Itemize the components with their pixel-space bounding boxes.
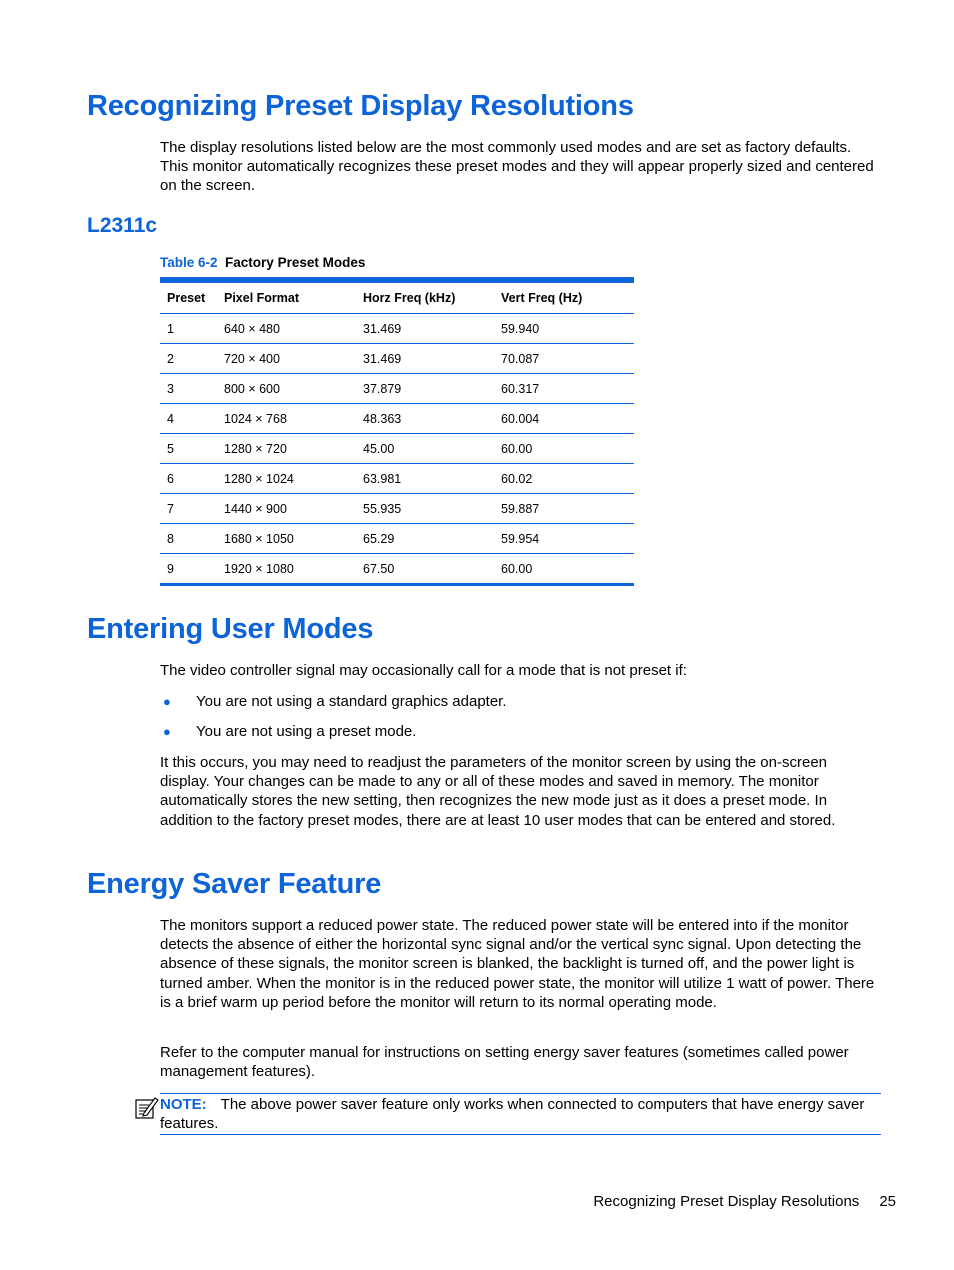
table-cell: 31.469	[356, 344, 494, 374]
table-cell: 7	[160, 494, 217, 524]
table-cell: 2	[160, 344, 217, 374]
heading-entering-user-modes: Entering User Modes	[87, 613, 374, 645]
table-cell: 59.940	[494, 314, 634, 344]
heading-energy-saver-feature: Energy Saver Feature	[87, 868, 382, 900]
table-row	[160, 314, 634, 344]
note-callout	[160, 1093, 881, 1135]
table-cell: 60.02	[494, 464, 634, 494]
table-cell: 55.935	[356, 494, 494, 524]
footer-section-title: Recognizing Preset Display Resolutions	[593, 1193, 860, 1210]
column-header: Vert Freq (Hz)	[494, 280, 634, 314]
column-header: Horz Freq (kHz)	[356, 280, 494, 314]
list-item	[160, 722, 880, 752]
note-text: The above power saver feature only works when connected to computers that have energy saver features.	[160, 1096, 865, 1133]
energy-saver-paragraph-2: Refer to the computer manual for instructions on setting energy saver features (sometimes called power management features).	[160, 1044, 849, 1081]
table-cell: 1680 × 1050	[217, 524, 356, 554]
table-cell: 60.004	[494, 404, 634, 434]
table-row	[160, 464, 634, 494]
table-cell: 37.879	[356, 374, 494, 404]
table-cell: 60.317	[494, 374, 634, 404]
table-row	[160, 344, 634, 374]
table-cell: 1280 × 1024	[217, 464, 356, 494]
table-cell: 45.00	[356, 434, 494, 464]
table-cell: 70.087	[494, 344, 634, 374]
table-cell: 48.363	[356, 404, 494, 434]
table-cell: 4	[160, 404, 217, 434]
table-caption-title: Factory Preset Modes	[225, 255, 366, 270]
user-modes-followup-paragraph: It this occurs, you may need to readjust the parameters of the monitor screen by using the on-screen display. Your changes can be made to any or all of these modes and saved in memory. The monitor automatically stores the new setting, then recognizes the new mode just as it does a preset mode. In addition to the factory preset modes, there are at least 10 user modes that can be entered and stored.	[160, 754, 836, 829]
table-cell: 1	[160, 314, 217, 344]
page-number: 25	[879, 1193, 896, 1210]
column-header: Preset	[160, 280, 217, 314]
table-cell: 31.469	[356, 314, 494, 344]
table-cell: 9	[160, 554, 217, 585]
page-footer	[593, 1193, 896, 1210]
table-cell: 720 × 400	[217, 344, 356, 374]
column-header: Pixel Format	[217, 280, 356, 314]
heading-model-l2311c: L2311c	[87, 214, 158, 237]
table-row	[160, 554, 634, 585]
factory-preset-modes-table	[160, 277, 634, 586]
table-row	[160, 494, 634, 524]
energy-saver-paragraph-1: The monitors support a reduced power state. The reduced power state will be entered into if the monitor detects the absence of either the horizontal sync signal and/or the vertical sync signal. Upon detecting the absence of these signals, the monitor screen is blanked, the backlight is turned off, and the power light is turned amber. When the monitor is in the reduced power state, the monitor will utilize 1 watt of power. There is a brief warm up period before the monitor will return to its normal operating mode.	[160, 917, 875, 1011]
user-modes-intro-paragraph: The video controller signal may occasionally call for a mode that is not preset if:	[160, 662, 687, 679]
table-caption-number: Table 6-2	[160, 255, 218, 270]
table-cell: 1280 × 720	[217, 434, 356, 464]
table-cell: 1920 × 1080	[217, 554, 356, 585]
table-cell: 67.50	[356, 554, 494, 585]
list-item-text: You are not using a preset mode.	[196, 723, 417, 740]
note-pencil-icon	[133, 1095, 159, 1121]
table-cell: 640 × 480	[217, 314, 356, 344]
list-item-text: You are not using a standard graphics adapter.	[196, 693, 507, 710]
table-row	[160, 434, 634, 464]
bullet-icon: ●	[163, 694, 171, 709]
table-cell: 8	[160, 524, 217, 554]
table-cell: 59.887	[494, 494, 634, 524]
table-cell: 1440 × 900	[217, 494, 356, 524]
table-cell: 800 × 600	[217, 374, 356, 404]
table-cell: 59.954	[494, 524, 634, 554]
table-cell: 60.00	[494, 434, 634, 464]
table-cell: 6	[160, 464, 217, 494]
table-row	[160, 524, 634, 554]
list-item	[160, 692, 880, 722]
table-cell: 1024 × 768	[217, 404, 356, 434]
table-row	[160, 404, 634, 434]
table-cell: 63.981	[356, 464, 494, 494]
heading-recognizing-preset-display-resolutions: Recognizing Preset Display Resolutions	[87, 90, 634, 122]
table-caption	[160, 255, 365, 270]
table-cell: 60.00	[494, 554, 634, 585]
table-cell: 5	[160, 434, 217, 464]
table-row	[160, 374, 634, 404]
table-cell: 65.29	[356, 524, 494, 554]
table-cell: 3	[160, 374, 217, 404]
user-modes-bullet-list	[160, 692, 880, 752]
table-header-row	[160, 280, 634, 314]
presets-intro-paragraph: The display resolutions listed below are the most commonly used modes and are set as factory defaults. This monitor automatically recognizes these preset modes and they will appear properly sized and centered on the screen.	[160, 139, 874, 195]
note-label: NOTE:	[160, 1096, 207, 1113]
bullet-icon: ●	[163, 724, 171, 739]
